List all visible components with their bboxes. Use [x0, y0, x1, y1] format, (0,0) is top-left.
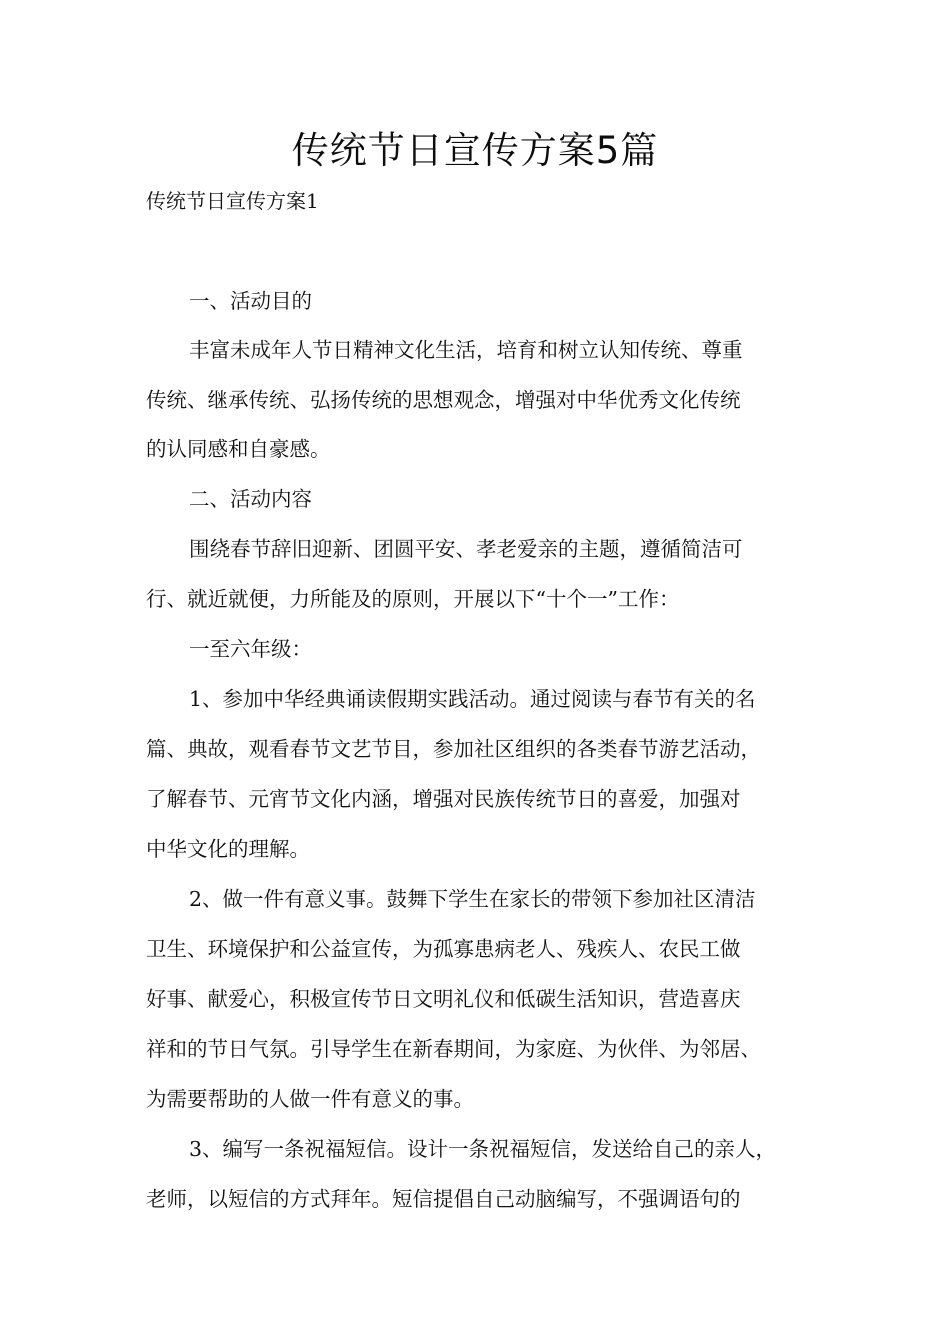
paragraph-line: 卫生、环境保护和公益宣传，为孤寡患病老人、残疾人、农民工做: [146, 937, 741, 961]
paragraph-line: 丰富未成年人节日精神文化生活，培育和树立认知传统、尊重: [189, 338, 743, 362]
paragraph-line: 2、做一件有意义事。鼓舞下学生在家长的带领下参加社区清洁: [189, 887, 756, 911]
section-heading-content: 二、活动内容: [189, 487, 312, 511]
paragraph-line: 了解春节、元宵节文化内涵，增强对民族传统节日的喜爱，加强对: [146, 787, 741, 811]
paragraph-line: 篇、典故，观看春节文艺节目，参加社区组织的各类春节游艺活动，: [146, 737, 761, 761]
section-heading-purpose: 一、活动目的: [189, 289, 312, 313]
document-title: 传统节日宣传方案5篇: [291, 129, 659, 172]
paragraph-line: 传统、继承传统、弘扬传统的思想观念，增强对中华优秀文化传统: [146, 388, 741, 412]
paragraph-line: 老师，以短信的方式拜年。短信提倡自己动脑编写，不强调语句的: [146, 1187, 741, 1211]
paragraph-line: 3、编写一条祝福短信。设计一条祝福短信，发送给自己的亲人，: [189, 1137, 777, 1161]
paragraph-line: 为需要帮助的人做一件有意义的事。: [146, 1087, 474, 1111]
grade-heading: 一至六年级：: [189, 637, 312, 661]
paragraph-line: 围绕春节辞旧迎新、团圆平安、孝老爱亲的主题，遵循简洁可: [189, 537, 743, 561]
paragraph-line: 行、就近就便，力所能及的原则，开展以下“十个一”工作：: [146, 587, 680, 611]
paragraph-line: 好事、献爱心，积极宣传节日文明礼仪和低碳生活知识，营造喜庆: [146, 987, 741, 1011]
paragraph-line: 祥和的节日气氛。引导学生在新春期间，为家庭、为伙伴、为邻居、: [146, 1037, 761, 1061]
paragraph-line: 的认同感和自豪感。: [146, 437, 331, 461]
paragraph-line: 1、参加中华经典诵读假期实践活动。通过阅读与春节有关的名: [189, 687, 756, 711]
document-subtitle: 传统节日宣传方案1: [146, 189, 319, 213]
paragraph-line: 中华文化的理解。: [146, 837, 310, 861]
